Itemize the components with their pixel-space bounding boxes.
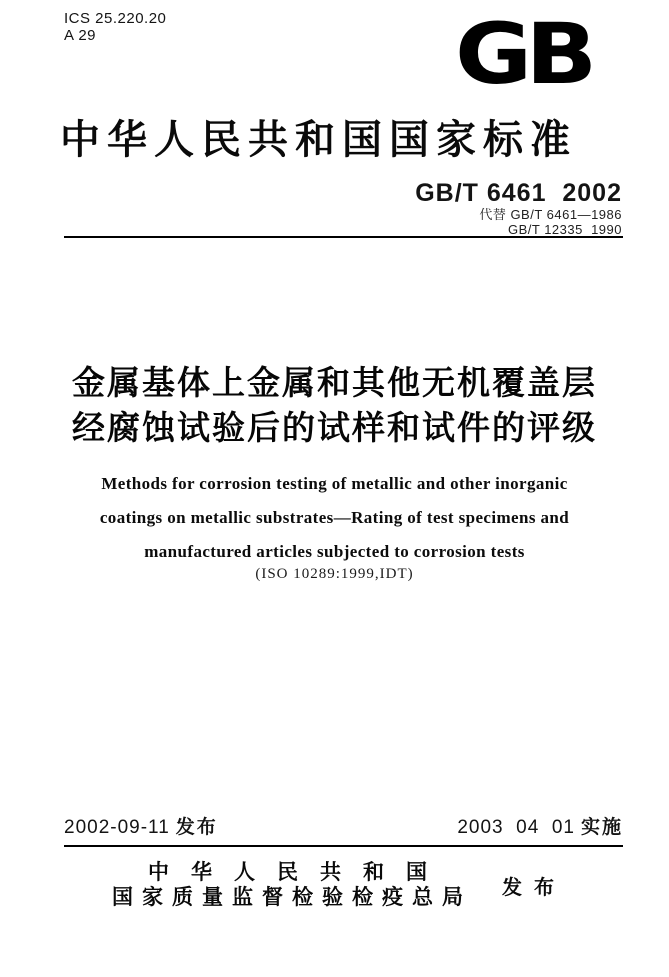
- publisher-line-1: 中华人民共和国: [148, 861, 449, 884]
- standard-number: GB/T 6461 2002: [415, 179, 622, 207]
- en-title-line-3: manufactured articles subjected to corrosion tests: [144, 542, 525, 561]
- publisher-line-2: 国家质量监督检验检疫总局: [112, 886, 472, 909]
- cn-title-line-1: 金属基体上金属和其他无机覆盖层: [72, 364, 597, 401]
- national-standard-heading: 中华人民共和国国家标准: [60, 117, 577, 162]
- standard-number-block: [415, 180, 622, 237]
- replaces-note-2: GB/T 12335 1990: [507, 222, 622, 237]
- ics-block: [64, 10, 166, 44]
- cn-title-line-2: 经腐蚀试验后的试样和试件的评级: [72, 409, 597, 446]
- iso-reference: (ISO 10289:1999,IDT): [255, 566, 414, 582]
- gb-logo: GB: [455, 5, 591, 103]
- issue-date-group: [64, 816, 218, 840]
- document-title-chinese: [0, 360, 669, 450]
- ics-code: ICS 25.220.20: [64, 10, 167, 27]
- implementation-date: 2003 04 01: [457, 817, 575, 838]
- header-divider: [64, 236, 623, 238]
- publisher-block: [0, 860, 669, 910]
- issue-label: 发布: [175, 817, 218, 838]
- dates-row: [64, 816, 623, 840]
- implementation-label: 实施: [580, 817, 623, 838]
- en-title-line-2: coatings on metallic substrates—Rating of test specimens and: [99, 508, 570, 527]
- publisher-name: [103, 860, 472, 910]
- en-title-line-1: Methods for corrosion testing of metallic and other inorganic: [101, 474, 568, 493]
- publish-label: 发布: [502, 876, 566, 899]
- replaces-note-1: 代替 GB/T 6461—1986: [479, 207, 622, 222]
- document-title-english: [0, 467, 669, 569]
- footer-divider: [64, 845, 623, 847]
- implementation-date-group: [457, 816, 623, 840]
- issue-date: 2002-09-11: [64, 817, 170, 838]
- classification-code: A 29: [64, 27, 97, 44]
